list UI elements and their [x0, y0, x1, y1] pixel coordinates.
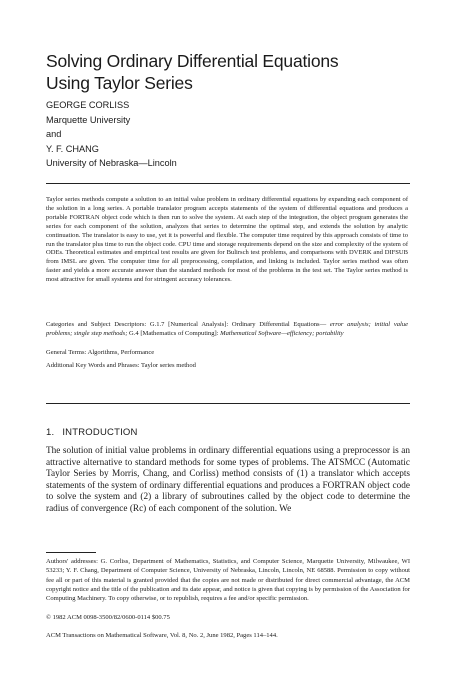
author-name-1: GEORGE CORLISS — [46, 100, 130, 110]
categories-items: error analysis; initial value problems; single step methods; — [46, 321, 408, 337]
author-block — [46, 98, 406, 171]
author-conjunction: and — [46, 129, 62, 140]
copyright-line: © 1982 ACM 0098-3500/82/0600-0114 $00.75 — [46, 614, 170, 621]
section-heading — [46, 427, 138, 438]
categories-extra-code: G.4 [Mathematics of Computing]: — [129, 329, 219, 337]
section-number: 1. — [46, 427, 55, 438]
author-footnote: Authors' addresses: G. Corliss, Department of Mathematics, Statistics, and Computer Science, Marquette University, Milwaukee, WI 53233; Y. F. Chang, Department of Computer Science, University of Nebraska, Lincoln, Lincoln, NE 68588. Permission to copy without fee all or part of this material is granted provided that the copies are not made or distributed for direct commercial advantage, the ACM copyright notice and the title of the publication and its date appear, and notice is given that copying is by permission of the Association for Computing Machinery. To copy otherwise, or to republish, requires a fee and/or specific permission. — [46, 558, 410, 603]
general-terms: General Terms: Algorithms, Performance — [46, 349, 155, 356]
footnote-rule — [46, 552, 96, 553]
paper-title — [46, 50, 426, 94]
paper-title-line-1: Solving Ordinary Differential Equations — [46, 51, 339, 71]
author-name-2: Y. F. CHANG — [46, 143, 99, 154]
abstract: Taylor series methods compute a solution to an initial value problem in ordinary differential equations by expanding each component of the solution in a long series. A portable translator program accepts statements of the system of differential equations and produces a portable FORTRAN object code which is then run to solve the system. At each step of the integration, the object program generates the series for each component of the solution, analyzes that series to determine the optimal step, and extends the solution by analytic continuation. The translator is easy to use, yet it is powerful and flexible. The computer time required by this approach consists of time to run the translator plus time to run the object code. CPU time and storage requirements depend on the size and complexity of the system of ODEs. Theoretical estimates and empirical test results are given for Bulirsch test problems, and comparisons with DVERK and DIFSUB from IMSL are given. The computer time for all preprocessing, compilation, and linking is included. Taylor series method was often faster and yields a more accurate answer than the standard methods for most of the problems in the test set. The Taylor series method is most attractive for small systems and for stringent accuracy tolerances. — [46, 196, 408, 284]
bottom-divider — [46, 403, 410, 404]
journal-citation: ACM Transactions on Mathematical Software, Vol. 8, No. 2, June 1982, Pages 114–144. — [46, 632, 278, 639]
additional-keywords: Additional Key Words and Phrases: Taylor series method — [46, 362, 196, 369]
section-title: INTRODUCTION — [62, 427, 138, 438]
top-divider — [46, 183, 410, 184]
intro-paragraph: The solution of initial value problems in ordinary differential equations using a preprocessor is an attractive alternative to standard methods for some types of problems. The ATSMCC (Automatic Taylor Series by Morris, Chang, and Corliss) method consists of (1) a translator which accepts statements of the system of ordinary differential equations and produces a FORTRAN object code to solve the system and (2) a library of subroutines called by the object code to determine the radius of convergence (Rc) of each component of the solution. We — [46, 446, 410, 514]
author-affiliation-1: Marquette University — [46, 114, 131, 125]
categories-label: Categories and Subject Descriptors: G.1.7 [Numerical Analysis]: Ordinary Differential Equations— — [46, 321, 327, 328]
categories-extra-items: Mathematical Software—efficiency; portability — [220, 329, 344, 337]
paper-title-line-2: Using Taylor Series — [46, 73, 193, 93]
author-affiliation-2: University of Nebraska—Lincoln — [46, 158, 177, 169]
categories-descriptors — [46, 321, 408, 339]
